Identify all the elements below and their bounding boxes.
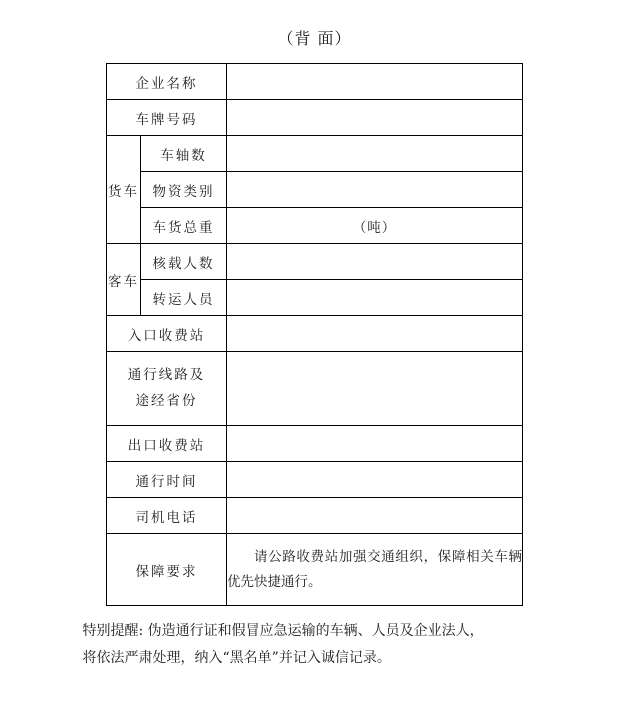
row-label-company-name: 企业名称 <box>107 64 227 100</box>
row-label-exit-toll-station: 出口收费站 <box>107 426 227 462</box>
table-row <box>107 462 523 498</box>
row-value-guarantee-requirement <box>227 534 523 606</box>
table-row <box>107 280 523 316</box>
guarantee-text: 请公路收费站加强交通组织，保障相关车辆优先快捷通行。 <box>227 548 522 590</box>
row-label-guarantee-requirement: 保障要求 <box>107 534 227 606</box>
row-label-plate-number: 车牌号码 <box>107 100 227 136</box>
footer-line-2: 将依法严肃处理，纳入“黑名单”并记入诚信记录。 <box>82 650 391 667</box>
page-title: （背 面） <box>277 29 352 48</box>
table-row <box>107 244 523 280</box>
table-row <box>107 316 523 352</box>
row-value-axle-count[interactable] <box>227 136 523 172</box>
row-value-total-weight[interactable] <box>227 208 523 244</box>
row-label-driver-phone: 司机电话 <box>107 498 227 534</box>
document-page <box>0 26 629 726</box>
row-value-plate-number[interactable] <box>227 100 523 136</box>
row-label-entry-toll-station: 入口收费站 <box>107 316 227 352</box>
row-value-entry-toll-station[interactable] <box>227 316 523 352</box>
row-value-exit-toll-station[interactable] <box>227 426 523 462</box>
table-row <box>107 426 523 462</box>
row-value-driver-phone[interactable] <box>227 498 523 534</box>
pass-form-table <box>106 63 523 606</box>
row-group-bus: 客车 <box>107 244 141 316</box>
row-value-pass-time[interactable] <box>227 462 523 498</box>
footer-notice <box>77 618 553 673</box>
table-row <box>107 172 523 208</box>
route-label-line2: 途经省份 <box>135 392 198 409</box>
row-label-pass-time: 通行时间 <box>107 462 227 498</box>
row-label-rated-capacity: 核载人数 <box>141 244 227 280</box>
row-label-transferred-persons: 转运人员 <box>141 280 227 316</box>
unit-ton-label: （吨） <box>352 219 397 236</box>
row-label-axle-count: 车轴数 <box>141 136 227 172</box>
row-value-route-and-provinces[interactable] <box>227 352 523 426</box>
row-value-transferred-persons[interactable] <box>227 280 523 316</box>
footer-line-1: 特别提醒: 伪造通行证和假冒应急运输的车辆、人员及企业法人， <box>82 623 484 639</box>
row-label-route-and-provinces <box>107 352 227 426</box>
row-label-total-weight: 车货总重 <box>141 208 227 244</box>
table-row <box>107 498 523 534</box>
table-row <box>107 352 523 426</box>
row-group-truck: 货车 <box>107 136 141 244</box>
row-value-company-name[interactable] <box>227 64 523 100</box>
row-value-rated-capacity[interactable] <box>227 244 523 280</box>
route-label-line1: 通行线路及 <box>127 366 206 383</box>
row-value-goods-category[interactable] <box>227 172 523 208</box>
table-row <box>107 100 523 136</box>
table-row <box>107 208 523 244</box>
table-row <box>107 64 523 100</box>
table-row <box>107 534 523 606</box>
row-label-goods-category: 物资类别 <box>141 172 227 208</box>
table-row <box>107 136 523 172</box>
